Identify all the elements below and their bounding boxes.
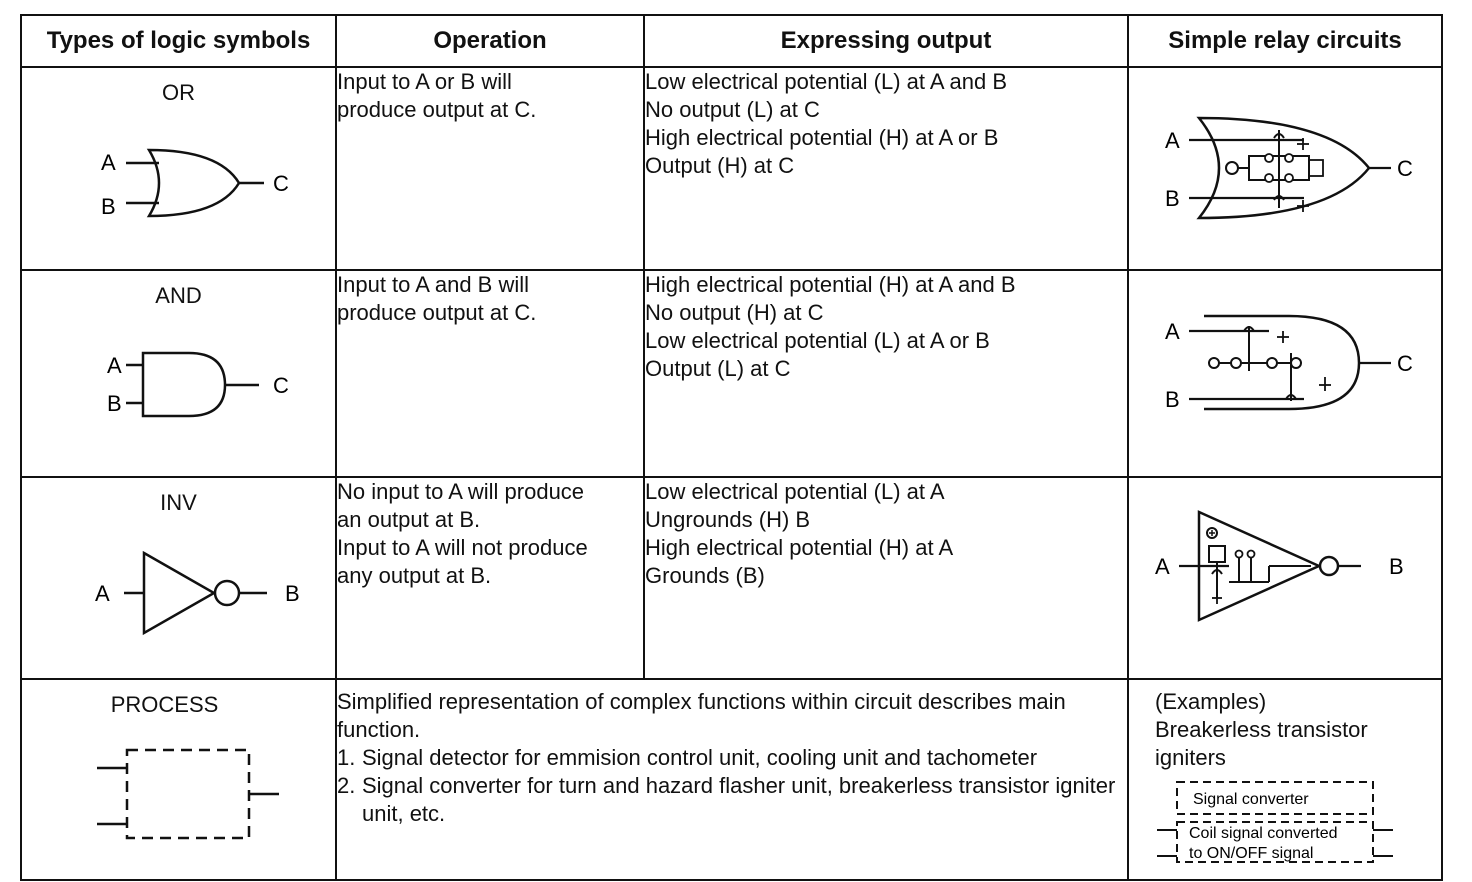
or-label-c: C [272, 171, 289, 196]
and-output-line: Low electrical potential (L) at A or B [645, 328, 990, 353]
or-relay-label-c: C [1397, 156, 1413, 181]
header-row [21, 15, 1442, 67]
or-output [644, 67, 1128, 270]
or-relay-label-b: B [1165, 186, 1180, 211]
or-output-line: Low electrical potential (L) at A and B [645, 69, 1007, 94]
process-symbol-cell [21, 679, 336, 880]
header-types: Types of logic symbols [21, 15, 336, 67]
and-operation [336, 270, 644, 477]
and-operation-line: produce output at C. [337, 300, 537, 325]
inv-output-line: Grounds (B) [645, 563, 765, 588]
and-relay-label-c: C [1397, 351, 1413, 376]
inv-output-line: Low electrical potential (L) at A [645, 479, 945, 504]
and-name: AND [155, 283, 202, 308]
examples-line: Breakerless transistor [1155, 717, 1368, 742]
inv-operation-line: an output at B. [337, 507, 481, 532]
inv-output [644, 477, 1128, 679]
inv-relay-label-b: B [1389, 554, 1404, 579]
process-intro: Simplified representation of complex functions within circuit describes main function. [337, 689, 1066, 742]
or-name: OR [162, 80, 195, 105]
process-examples [1129, 680, 1441, 772]
inv-label-b: B [284, 581, 300, 606]
inv-operation-line: any output at B. [337, 563, 492, 588]
inv-operation-line: No input to A will produce [337, 479, 585, 504]
inv-output-line: High electrical potential (H) at A [645, 535, 954, 560]
inv-relay-circuit-icon [1129, 478, 1439, 673]
list-item-number: 2. [337, 773, 356, 798]
header-relay-circuits: Simple relay circuits [1128, 15, 1442, 67]
inv-output-line: Ungrounds (H) B [645, 507, 811, 532]
or-symbol-cell [21, 67, 336, 270]
inv-name: INV [160, 490, 197, 515]
coil-label-line2: to ON/OFF signal [1189, 845, 1314, 862]
and-output [644, 270, 1128, 477]
process-list [337, 744, 1127, 828]
or-output-line: No output (L) at C [645, 97, 820, 122]
header-expressing-output: Expressing output [644, 15, 1128, 67]
examples-title: (Examples) [1155, 689, 1267, 714]
and-label-a: A [106, 353, 122, 378]
examples-line: igniters [1155, 745, 1226, 770]
signal-converter-label: Signal converter [1193, 791, 1309, 808]
process-name: PROCESS [110, 692, 219, 717]
inv-operation-line: Input to A will not produce [337, 535, 588, 560]
list-item [337, 744, 1127, 772]
or-label-b: B [100, 194, 116, 219]
and-label-c: C [272, 373, 289, 398]
and-operation-line: Input to A and B will [337, 272, 530, 297]
table-row-or [21, 67, 1442, 270]
or-operation [336, 67, 644, 270]
or-operation-line: produce output at C. [337, 97, 537, 122]
or-relay-label-a: A [1165, 128, 1180, 153]
inv-symbol-cell [21, 477, 336, 679]
and-output-line: High electrical potential (H) at A and B [645, 272, 1016, 297]
and-label-b: B [106, 391, 122, 416]
list-item-number: 1. [337, 745, 356, 770]
table-row-and [21, 270, 1442, 477]
or-operation-line: Input to A or B will [337, 69, 512, 94]
list-item-text: Signal converter for turn and hazard flasher unit, breakerless transistor igniter unit, etc. [362, 773, 1116, 826]
and-relay-cell [1128, 270, 1442, 477]
and-output-line: No output (H) at C [645, 300, 824, 325]
or-output-line: High electrical potential (H) at A or B [645, 125, 999, 150]
coil-label-line1: Coil signal converted [1189, 825, 1338, 842]
or-relay-cell [1128, 67, 1442, 270]
list-item-text: Signal detector for emmision control unit, cooling unit and tachometer [362, 745, 1038, 770]
inv-label-a: A [94, 581, 110, 606]
process-examples-cell [1128, 679, 1442, 880]
inv-operation [336, 477, 644, 679]
and-output-line: Output (L) at C [645, 356, 791, 381]
and-relay-circuit-icon [1129, 271, 1439, 471]
table-row-process [21, 679, 1442, 880]
process-block-icon [29, 722, 329, 842]
and-gate-icon [29, 313, 329, 433]
or-relay-circuit-icon [1129, 68, 1439, 264]
logic-symbols-table [20, 14, 1443, 881]
and-relay-label-b: B [1165, 387, 1180, 412]
or-label-a: A [100, 150, 116, 175]
inv-relay-cell [1128, 477, 1442, 679]
signal-converter-diagram-icon [1129, 774, 1439, 874]
and-relay-label-a: A [1165, 319, 1180, 344]
inverter-gate-icon [29, 520, 329, 640]
or-output-line: Output (H) at C [645, 153, 795, 178]
inv-relay-label-a: A [1155, 554, 1170, 579]
list-item [337, 772, 1127, 828]
header-operation: Operation [336, 15, 644, 67]
and-symbol-cell [21, 270, 336, 477]
process-description [336, 679, 1128, 880]
or-gate-icon [29, 110, 329, 230]
table-row-inv [21, 477, 1442, 679]
